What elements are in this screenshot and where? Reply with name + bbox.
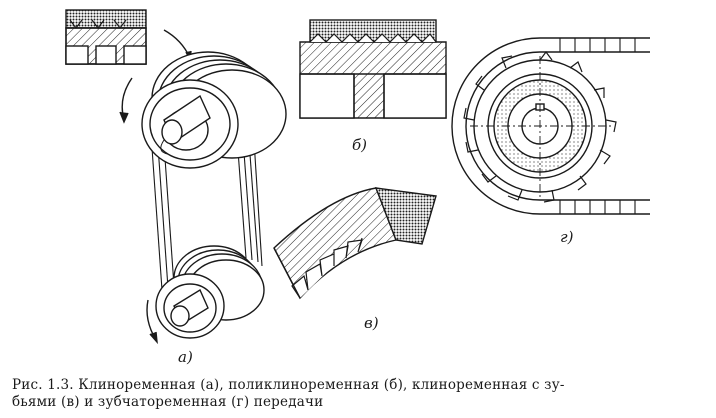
label-b: б)	[352, 136, 368, 154]
caption-line-2: бьями (в) и зубчатоременная (г) передачи	[12, 394, 324, 410]
toothed-v-belt-segment	[274, 188, 436, 332]
v-belt-drive-figure	[66, 10, 286, 366]
top-pulley	[142, 52, 286, 168]
label-v: в)	[364, 314, 379, 332]
label-a: а)	[178, 348, 193, 366]
caption-line-1: Рис. 1.3. Клиноременная (а), поликлиноременная (б), клиноременная с зу-	[12, 377, 565, 393]
figure-caption	[12, 377, 712, 411]
label-g: г)	[560, 228, 574, 246]
poly-v-belt-section	[300, 20, 446, 154]
v-belt-section-inset	[66, 10, 146, 64]
timing-belt-pulley	[452, 38, 650, 246]
